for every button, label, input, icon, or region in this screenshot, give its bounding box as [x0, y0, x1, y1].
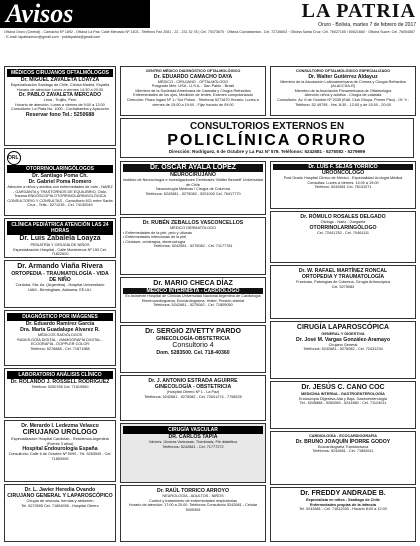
- ad-neurosurgeon: Dr. ÓSCAR AYALA LÓPEZ NEUROCIRUJANO Instituto de Neurocirugía e Investigaciones Cerebrales 'Walter Bennett' Universidad de Chile Neurocirugía Médicas / Cirugía de Columna Teléfonos: 5242681 - 5275082 - 5201000 Cel. 76417770: [120, 161, 266, 215]
- ad-otolaryngologists: ORL OTORRINOLARINGÓLOGOS Dr. Santiago Poma Ch. Dr. Gabriel Poma Romero Atención a niños y adultos con enfermedades de oído - NARIZ - GARGANTA y TRASTORNOS DE EQUILIBRIO, Oído, Trauma ENDOSCOPIA OTORRINOLARINGOLÓGICA CONSULTORIO Y CONSULTAS - Consultorio 621 entre Santa Cruz - Telfs.: 5271235 - Cel. 74130049: [4, 148, 116, 216]
- ad-dermatologist: Dr. RUBÉN ZEBALLOS VASCONCELLOS MÉDICO DERMATÓLOGO • Enfermedades de la piel, pelo y uñosas • Enfermedades infecciosas de la piel • Criolaser, crioterapia, electrocirugía Teléfonos: 5242681 - 5275082 - Cel. 71177781: [120, 217, 266, 275]
- page-header: [0, 0, 420, 34]
- ad-ent-rosales: Dr. RÓMULO ROSALES DELGADO Otólogo - Nariz - Garganta OTORRINOLARINGÓLOGO Cel. 72441782 - Cel. 70461111: [270, 211, 416, 263]
- ad-cardiologist-checa: Dr. MARIO CHECA DÍAZ MÉDICO INTERNISTA - CARDIÓLOGO Ex Asistente Hospital de Clínicas Universidad Nacional Argentina de Cardiología Electrocardiograma, Ecocardiograma, Holter, Presión arterial Teléfonos: 5242681 - 5275082 - Cel. 71809050: [120, 277, 266, 323]
- ad-pediatrician-andrade: Dr. FREDDY ANDRADE B. Especialista en niños - Santiago de Chile Enfermedades propias de la infancia Tel. 5242681 - Cel. 71812033 - Horario 8:00 a 12:00: [270, 487, 416, 542]
- issue-date: Oruro - Bolivia, martes 7 de febrero de 2017: [318, 22, 416, 28]
- newspaper-logo: LA PATRIA: [301, 0, 416, 22]
- ad-vascular-surgery: CIRUGÍA VASCULAR DR. CARLOS TAPIA Várices, Úlceras Varicosas, Trombosis, Pie diabético Teléfonos: 5242681 - Cel. 71777272: [120, 423, 266, 483]
- ad-orthopedics-viana: Dr. Armando Viaña Rivera ORTOPEDIA - TRAUMATOLOGÍA - VIDA DE NIÑO Córdoba, Sta. As. (Argentina) - Hospital Universitario UAM - Birmingham, Alabama, EE.UU.: [4, 260, 116, 308]
- ad-clinical-lab: LABORATORIO ANÁLISIS CLÍNICO Dr. ROLANDO J. ROSSELL RODRÍGUEZ Teléfono: 5250765 Cel. 71619550: [4, 368, 116, 418]
- office-addresses: Oficina Oruro (Central) - Camacho Nº 1892 - Oficina La Paz: Calle Mercado Nº 1403 - Teléfono Fax 2081 - 22 - 231 32 78 | Cel. 70373675 · Oficina Cochabamba - Cel. 72726603 · Oficina Santa Cruz: Cel. 76027155 / 60621660 · Oficina Sucre: Cel. 76054567 · E-mail: lapatriaoruro@gmail.com · publicpatria@gmail.com: [4, 30, 416, 39]
- ad-gastroenterology: Dr. JESÚS C. CANO COC MEDICINA INTERNA - GASTROENTEROLOGÍA Endoscopia Digestiva Alta y Baja, Gastroenterología Tel.: 5245888 - 5260069 - 5241860 - Cel. 71124011: [270, 381, 416, 429]
- ad-general-surgeon: Dr. L. Javier Heredia Ovando CIRUJANO GENERAL Y LAPAROSCÓPICO Cirugía de vesícula, hernias y abdomen Tel. 5270595 Cel. 71854936 - Hospital Obrero: [4, 484, 116, 542]
- ad-urooncologist: Dr. LUIS F. SEJAS TORRICO UROONCÓLOGO Post Grado Hospital Clínico de México - Especialidad Urología Médica Consultas: Lunes a viernes: 14:00 a 19:00 Teléfono: 5242681 Cel. 76131071: [270, 161, 416, 209]
- ad-echocardiography: CARDIOLOGÍA - ECOCARDIOGRAFÍA Dr. BRUNO JOAQUÍN ÍPORRE GODOY Ecocardiografía Transtorácica Teléfonos: 5242681 - Cel. 71852611: [270, 431, 416, 485]
- ad-laparoscopic-surgery: CIRUGÍA LAPAROSCÓPICA GENERAL Y DIGESTIVA Dr. José M. Vargas González-Aramayo Cirujano General Teléfonos: 5242681 - 5275082 - Cel. 72431234: [270, 321, 416, 379]
- ad-orthopedics-martinez: Dr. W. RAFAEL MARTÍNEZ RONCAL ORTOPEDIA Y TRAUMATOLOGÍA Fracturas, Patologías de Columna, Cirugía Artroscópica Cel. 5275083: [270, 265, 416, 319]
- ad-ophthalmology-gutierrez: CONSULTORIO OFTALMOLÓGICO ESPECIALIZADO Dr. Walter Gutiérrez Aldayuz Miembro de la Asociación Latinoamericana de Córnea y Cirugía Refractiva (ALACCSA-R) Miembro de la Asociación Panamericana de Oftalmología Atención niños y adultos - Cirugía de catarata Consultorio: Av. 6 de Octubre Nº 2035 (Edif. Club Ghuya, Primer Piso) - Of. 9 - Teléfono: 52 49795 - Hrs. 8:30 - 12:00 y de 15:00 - 20:00: [270, 66, 416, 116]
- ad-pediatric-clinic: CLÍNICA PEDIÁTRICA ATENCIÓN LAS 24 HORAS Dr. Luis Zabalela Loayza PEDIATRÍA Y CIRUGÍA DE NIÑOS Especialización Hospital - Calle Montecinos Nº 150 Cel. 71822620: [4, 218, 116, 258]
- ad-diagnostic-imaging: DIAGNÓSTICO POR IMÁGENES Dr. Eduardo Ramírez García Dra. María Guadalupe Alvarez R. MÉDICOS RADIÓLOGOS RADIOLOGÍA DIGITAL - MAMOGRAFÍA DIGITAL - ECOGRAFÍA - DOPPLER COLOR Teléfono: 5276888 - Cel. 71871988: [4, 310, 116, 366]
- section-title: Avisos: [0, 0, 150, 28]
- ad-neurology-torrico: Dr. RAÚL TORRICO ARROYO NEUROLOGÍA - ADULTOS - NIÑOS Control y tratamiento de enfermedades respiratorias Horario de atención: 17:00 a 20:00. Teléfonos Consultorio 5242681 - Celular 5005305: [120, 485, 266, 542]
- policlinica-banner: CONSULTORIOS EXTERNOS EN POLICLÍNICA ORURO Dirección: Rodríguez, 6 de Octubre y La Paz Nº 579. Teléfonos: 5242681 - 5275082 - 5279999: [120, 118, 414, 158]
- orl-logo: ORL: [7, 151, 21, 165]
- ad-gynecology-estrada: Dr. J. ANTONIO ESTRADA AGUIRRE GINECOLOGÍA - OBSTETRICIA (Hospital Obrero Nº 1 - La Paz) Teléfonos: 5242681 - 5275082 - Cel. 72641274 - 7798225: [120, 375, 266, 421]
- ad-gynecology-zivetty: Dr. SERGIO ZIVETTY PARDO GINECOLOGÍA-OBSTETRICIA Consultorio 4 Dom. 5283500. Cel. 718-40360: [120, 325, 266, 373]
- ad-ophthalmologists: MÉDICOS CIRUJANOS OFTALMÓLOGOS Dr. MIGUEL ZAVALETA LOAYZA Especialización Santiago de Chile, Clínica Madrid, España Horario de atención: Lunes a viernes 14:30 a 20:00 Dr. PABLO ZAVALETA MERCADO Lima - Trujillo, Perú Horario de atención: Lunes a viernes de 9:00 a 12:00 Consultorio: La Plata No. 1000 - Cochabamba y Ayacucho Reservar fono Tel.: 5250688: [4, 66, 116, 146]
- ad-eye-diagnostic-center: CENTRO MÉDICO DIAGNÓSTICO OFTALMOLÓGICO Dr. EDUARDO CAMACHO DAYA MÉDICO - CIRUJANO - OFTALMÓLOGO Posgrado Méx. USA - U.S.A. - San Pablo - Brasil Miembro de la Sociedad Americana de Catarata y Cirugía Refractiva Enfermedades de los ojos, Medición de lentes, Examen computarizado Dirección: Plaza Ingavi Nº 1 / Sur Potosí - Telefonía 5271670 Horario: Lunes a viernes de 15:00 a 19:00 - Fijar horario de 09:00: [120, 66, 266, 116]
- ad-urologist: Dr. Merardo I. Ledezma Velasco CIRUJANO UROLOGO Especialización Hospital Cardiolab - Residencia Argentina (Fuente 3 años) Hospital Endourología España Consultorio: Calle 6 de Octubre Nº 5090 - Tel. 5263940 - Cel. 71853005: [4, 420, 116, 482]
